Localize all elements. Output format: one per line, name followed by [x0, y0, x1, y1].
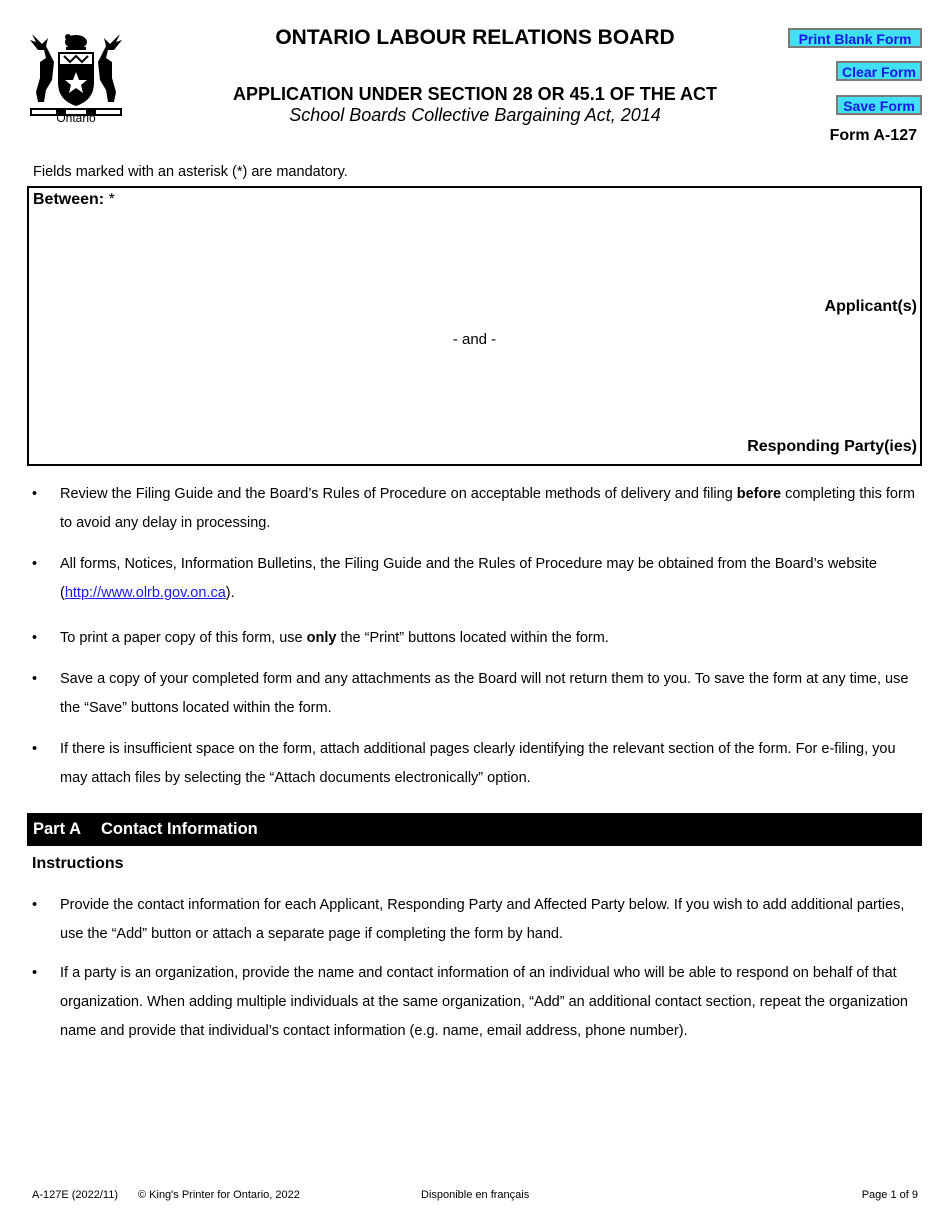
instructions-heading: Instructions [32, 855, 124, 872]
list-item: • If a party is an organization, provide the name and contact information of an individual who will be able to respond on behalf of that organization. When adding multiple individuals at the same organization, “Add” an additional contact section, repeat the organization name and provide that individual’s contact information (e.g. name, email address, phone number). [32, 965, 908, 1039]
between-label: Between: * [33, 191, 115, 208]
responding-parties-label: Responding Party(ies) [747, 438, 917, 455]
footer-copyright: © King's Printer for Ontario, 2022 [138, 1189, 300, 1201]
footer-page-number: Page 1 of 9 [861, 1189, 918, 1201]
part-a-header: Part A Contact Information [27, 813, 922, 846]
list-item: • Save a copy of your completed form and any attachments as the Board will not return them to you. To save the form at any time, use the “Save” buttons located within the form. [32, 671, 909, 716]
olrb-website-link[interactable]: http://www.olrb.gov.on.ca [64, 585, 226, 601]
applicants-label: Applicant(s) [824, 298, 917, 315]
list-item: • Provide the contact information for each Applicant, Responding Party and Affected Party below. If you wish to add additional parties, use the “Add” button or attach a separate page if completing the form by hand. [32, 897, 905, 942]
list-item: • To print a paper copy of this form, use only the “Print” buttons located within the form. [32, 630, 609, 646]
print-blank-form-button[interactable]: Print Blank Form [788, 28, 922, 48]
footer-form-code: A-127E (2022/11) [32, 1189, 119, 1201]
logo-caption: Ontario [56, 111, 96, 125]
footer-french: Disponible en français [421, 1189, 530, 1201]
and-separator: - and - [452, 331, 497, 348]
list-item: • All forms, Notices, Information Bulletins, the Filing Guide and the Rules of Procedure may be obtained from the Board’s website (http://www.olrb.gov.on.ca). [32, 556, 877, 601]
form-number: Form A-127 [829, 127, 917, 144]
mandatory-note: Fields marked with an asterisk (*) are mandatory. [33, 164, 348, 180]
list-item: • Review the Filing Guide and the Board’s Rules of Procedure on acceptable methods of delivery and filing before completing this form to avoid any delay in processing. [32, 486, 915, 531]
clear-form-button[interactable]: Clear Form [836, 61, 922, 81]
board-title: ONTARIO LABOUR RELATIONS BOARD [275, 26, 675, 49]
save-form-button[interactable]: Save Form [836, 95, 922, 115]
between-parties-field[interactable] [27, 186, 922, 466]
act-title: School Boards Collective Bargaining Act, 2014 [289, 105, 661, 125]
list-item: • If there is insufficient space on the form, attach additional pages clearly identifying the relevant section of the form. For e-filing, you may attach files by selecting the “Attach documents electronically” option. [32, 741, 896, 786]
application-title: APPLICATION UNDER SECTION 28 OR 45.1 OF THE ACT [232, 84, 718, 104]
